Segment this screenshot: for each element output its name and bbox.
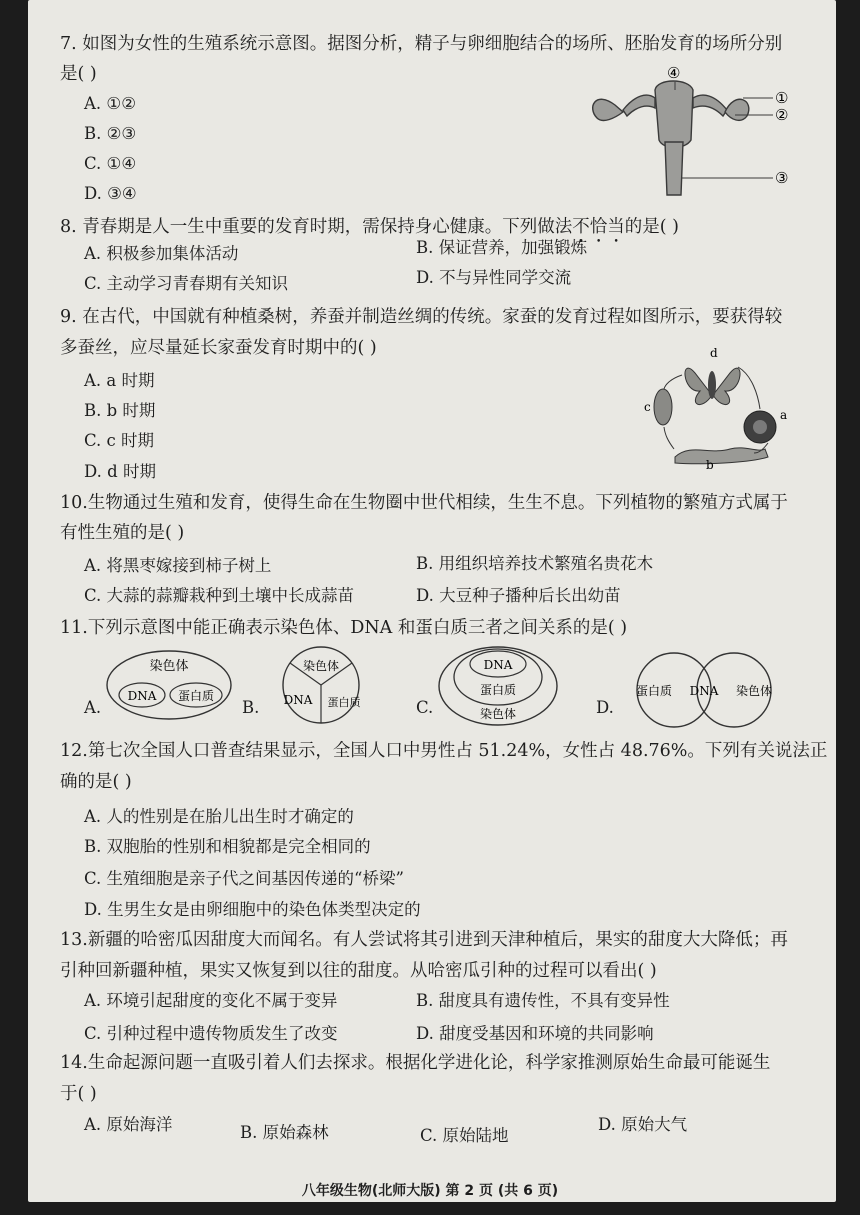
q11-diagram-d: [616, 650, 796, 730]
q8-option-c: C. 主动学习青春期有关知识: [84, 274, 289, 293]
q13-stem-line1: 13.新疆的哈密瓜因甜度大而闻名。有人尝试将其引进到天津种植后，果实的甜度大大降低；再: [60, 930, 788, 950]
q11-stem: 11.下列示意图中能正确表示染色体、DNA 和蛋白质三者之间关系的是( ): [60, 618, 628, 638]
dna-label: DNA: [283, 693, 313, 707]
q14-option-c: C. 原始陆地: [420, 1126, 509, 1145]
dna-label: DNA: [689, 684, 719, 698]
q10-option-c: C. 大蒜的蒜瓣栽种到土壤中长成蒜苗: [84, 586, 355, 605]
q14-option-b: B. 原始森林: [240, 1123, 329, 1142]
q9-stem-line2: 多蚕丝，应尽量延长家蚕发育时期中的( ): [60, 338, 377, 358]
q8-stem: 8. 青春期是人一生中重要的发育时期，需保持身心健康。下列做法不恰当的是( ): [60, 217, 679, 237]
q12-stem-line2: 确的是( ): [60, 772, 132, 792]
q13-stem-line2: 引种回新疆种植，果实又恢复到以往的甜度。从哈密瓜引种的过程可以看出( ): [60, 961, 657, 981]
q13-option-a: A. 环境引起甜度的变化不属于变异: [84, 991, 338, 1010]
q11-diagram-b: [262, 644, 380, 726]
q11-diagram-c: [436, 644, 560, 728]
q7-option-d: D. ③④: [84, 184, 137, 203]
q8-option-d: D. 不与异性同学交流: [416, 268, 572, 287]
label-b: b: [706, 458, 714, 470]
q7-stem-line1: 7. 如图为女性的生殖系统示意图。据图分析，精子与卵细胞结合的场所、胚胎发育的场所分别: [60, 34, 783, 54]
dna-label: DNA: [127, 689, 157, 703]
q9-option-d: D. d 时期: [84, 462, 156, 481]
q13-option-c: C. 引种过程中遗传物质发生了改变: [84, 1024, 338, 1043]
q11-letter-a: A.: [84, 698, 102, 717]
q10-option-d: D. 大豆种子播种后长出幼苗: [416, 586, 621, 605]
chromosome-label: 染色体: [149, 659, 189, 674]
label-3: ③: [775, 169, 789, 187]
q9-stem-line1: 9. 在古代，中国就有种植桑树，养蚕并制造丝绸的传统。家蚕的发育过程如图所示，要获得较: [60, 307, 783, 327]
q10-option-b: B. 用组织培养技术繁殖名贵花木: [416, 554, 654, 573]
q11-letter-d: D.: [596, 698, 614, 717]
chromosome-label: 染色体: [479, 707, 517, 721]
left-oviduct: [623, 95, 655, 116]
vagina: [665, 142, 683, 195]
label-c: c: [644, 400, 651, 414]
q12-option-c: C. 生殖细胞是亲子代之间基因传递的“桥梁”: [84, 869, 404, 888]
q12-option-b: B. 双胞胎的性别和相貌都是完全相同的: [84, 837, 371, 856]
q8-option-b: B. 保证营养，加强锻炼: [416, 238, 588, 257]
right-ovary: [725, 99, 749, 120]
protein-label: 蛋白质: [327, 696, 361, 709]
larva: [675, 448, 768, 464]
page-footer: 八年级生物(北师大版) 第 2 页 (共 6 页): [301, 1183, 559, 1199]
q7-option-c: C. ①④: [84, 154, 137, 173]
moth-adult: [685, 368, 740, 404]
q12-option-d: D. 生男生女是由卵细胞中的染色体类型决定的: [84, 900, 421, 919]
cycle-arrow: [664, 375, 682, 389]
dna-label: DNA: [483, 658, 513, 672]
q14-stem-line1: 14.生命起源问题一直吸引着人们去探求。根据化学进化论，科学家推测原始生命最可能诞生: [60, 1053, 771, 1073]
emphasized-text: 不恰当: [572, 217, 625, 237]
q8-option-a: A. 积极参加集体活动: [84, 244, 239, 263]
q9-option-b: B. b 时期: [84, 401, 156, 420]
protein-label: 蛋白质: [177, 689, 215, 703]
label-4: ④: [667, 64, 681, 82]
label-2: ②: [775, 106, 789, 124]
q14-stem-line2: 于( ): [60, 1084, 97, 1104]
q14-option-a: A. 原始海洋: [84, 1115, 173, 1134]
chromosome-label: 染色体: [735, 684, 773, 698]
q11-diagram-a: [104, 648, 234, 722]
q7-stem-line2: 是( ): [60, 64, 97, 84]
protein-label: 蛋白质: [479, 683, 517, 697]
label-a: a: [780, 408, 788, 422]
q7-option-a: A. ①②: [84, 94, 136, 113]
q12-stem-line1: 12.第七次全国人口普查结果显示，全国人口中男性占 51.24%，女性占 48.76%。下列有关说法正: [60, 741, 828, 761]
q9-option-a: A. a 时期: [84, 371, 155, 390]
q14-option-d: D. 原始大气: [598, 1115, 688, 1134]
q10-stem-line1: 10.生物通过生殖和发育，使得生命在生物圈中世代相续，生生不息。下列植物的繁殖方式属于: [60, 493, 788, 513]
q13-option-d: D. 甜度受基因和环境的共同影响: [416, 1024, 654, 1043]
q10-option-a: A. 将黑枣嫁接到柿子树上: [84, 556, 272, 575]
q11-letter-b: B.: [242, 698, 260, 717]
protein-label: 蛋白质: [635, 684, 673, 698]
uterus: [655, 81, 693, 148]
q13-option-b: B. 甜度具有遗传性，不具有变异性: [416, 991, 670, 1010]
q10-stem-line2: 有性生殖的是( ): [60, 523, 185, 543]
label-d: d: [710, 346, 718, 360]
pupa: [654, 389, 672, 425]
label-1: ①: [775, 89, 789, 107]
left-ovary: [593, 99, 623, 120]
q7-option-b: B. ②③: [84, 124, 137, 143]
chromosome-label: 染色体: [302, 659, 340, 673]
silkworm-lifecycle-diagram: [640, 345, 800, 470]
female-reproductive-diagram: [575, 60, 810, 200]
q9-option-c: C. c 时期: [84, 431, 155, 450]
q11-letter-c: C.: [416, 698, 434, 717]
q12-option-a: A. 人的性别是在胎儿出生时才确定的: [84, 807, 354, 826]
right-oviduct: [693, 95, 727, 116]
